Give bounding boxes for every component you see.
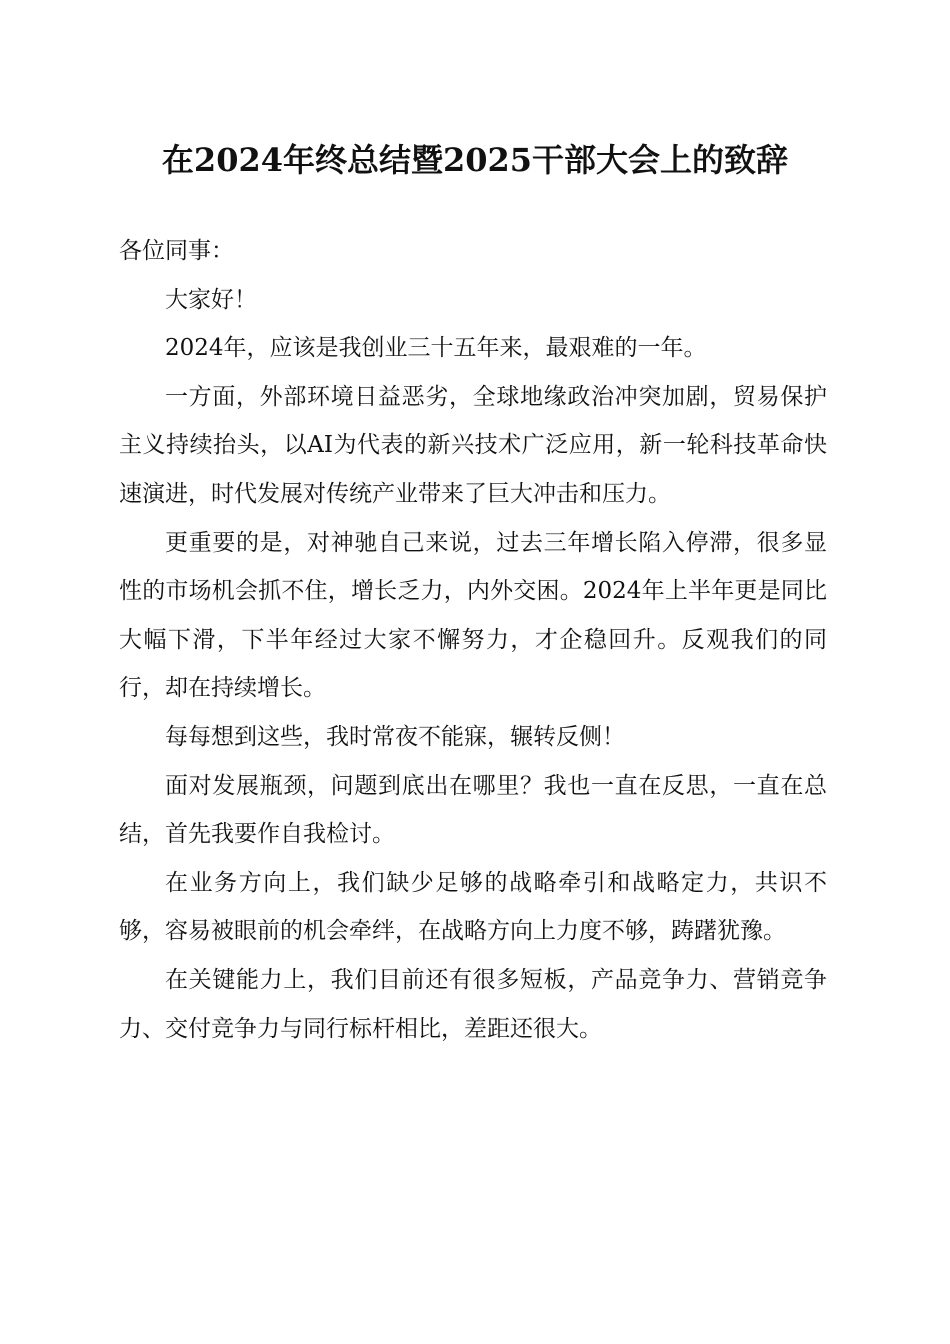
- document-title: 在2024年终总结暨2025干部大会上的致辞: [161, 141, 789, 179]
- paragraph: 每每想到这些，我时常夜不能寐，辗转反侧！: [165, 723, 625, 750]
- paragraph: 面对发展瓶颈，问题到底出在哪里？我也一直在反思，一直在总结，首先我要作自我检讨。: [119, 772, 827, 848]
- paragraph: 在业务方向上，我们缺少足够的战略牵引和战略定力，共识不够，容易被眼前的机会牵绊，在战略方向上力度不够，踌躇犹豫。: [119, 869, 827, 945]
- paragraph: 更重要的是，对神驰自己来说，过去三年增长陷入停滞，很多显性的市场机会抓不住，增长乏力，内外交困。2024年上半年更是同比大幅下滑，下半年经过大家不懈努力，才企稳回升。反观我们的同行，却在持续增长。: [119, 529, 827, 702]
- paragraph: 在关键能力上，我们目前还有很多短板，产品竞争力、营销竞争力、交付竞争力与同行标杆相比，差距还很大。: [119, 966, 827, 1042]
- paragraph: 一方面，外部环境日益恶劣，全球地缘政治冲突加剧，贸易保护主义持续抬头，以AI为代表的新兴技术广泛应用，新一轮科技革命快速演进，时代发展对传统产业带来了巨大冲击和压力。: [119, 383, 827, 507]
- salutation: 各位同事：: [119, 238, 234, 264]
- paragraph-greeting: 大家好！: [165, 286, 257, 313]
- paragraph: 2024年，应该是我创业三十五年来，最艰难的一年。: [165, 335, 707, 362]
- document-body: [119, 227, 827, 1053]
